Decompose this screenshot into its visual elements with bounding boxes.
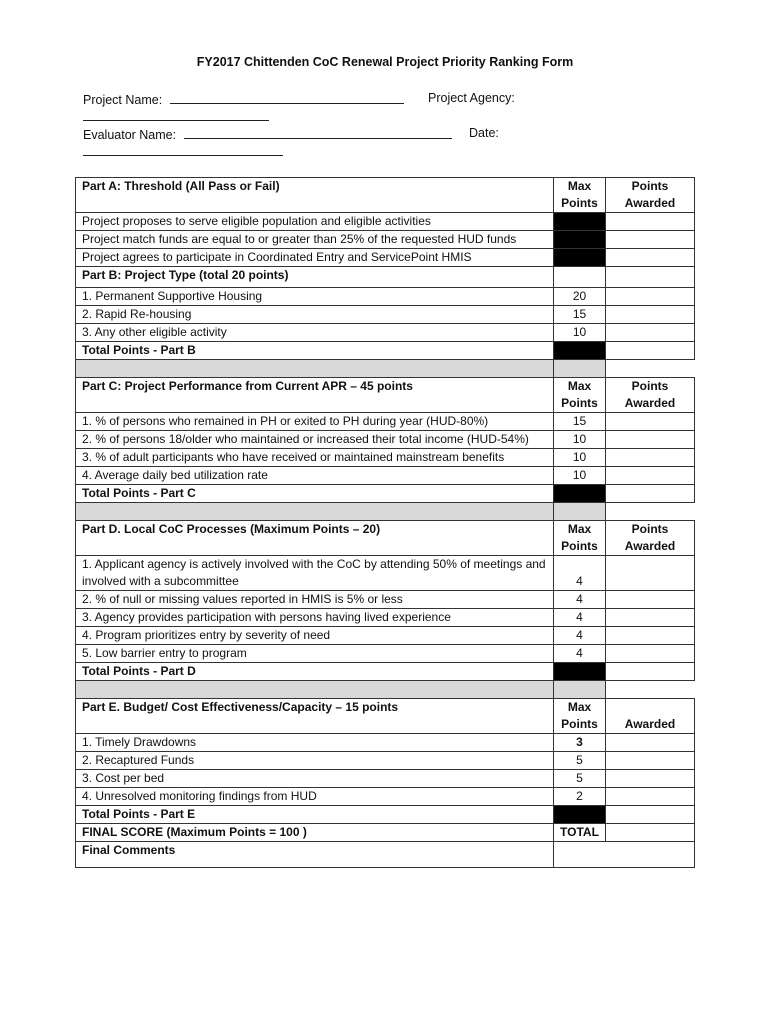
blacked-cell [554, 485, 606, 503]
points-awarded-cell[interactable] [606, 752, 695, 770]
table-row [76, 231, 695, 249]
project-name-row [83, 91, 404, 107]
part-b-total-label: Total Points - Part B [76, 342, 554, 360]
part-c-item: 4. Average daily bed utilization rate [76, 467, 554, 485]
table-row [76, 431, 695, 449]
separator-cell [76, 360, 554, 378]
table-row [76, 556, 695, 591]
max-points: 10 [554, 324, 606, 342]
points-awarded-cell[interactable] [606, 288, 695, 306]
project-agency-field[interactable] [83, 108, 269, 121]
separator-cell [554, 503, 606, 521]
points-awarded-cell[interactable] [606, 231, 695, 249]
points-awarded-cell[interactable] [606, 645, 695, 663]
part-a-item: Project agrees to participate in Coordinated Entry and ServicePoint HMIS [76, 249, 554, 267]
max-points: 2 [554, 788, 606, 806]
separator-cell [76, 503, 554, 521]
max-points: 15 [554, 306, 606, 324]
points-awarded-cell[interactable] [606, 806, 695, 824]
separator-cell [554, 360, 606, 378]
table-row [76, 591, 695, 609]
part-a-header-row [76, 178, 695, 213]
table-row [76, 770, 695, 788]
part-c-header-row [76, 378, 695, 413]
max-points: 15 [554, 413, 606, 431]
project-name-field[interactable] [170, 91, 404, 104]
evaluator-name-row [83, 126, 452, 142]
max-points: 4 [554, 556, 606, 591]
part-d-header: Part D. Local CoC Processes (Maximum Points – 20) [76, 521, 554, 556]
max-points: 4 [554, 627, 606, 645]
empty-cell [554, 267, 606, 288]
part-e-points-header: Awarded [606, 699, 695, 734]
part-d-item: 3. Agency provides participation with persons having lived experience [76, 609, 554, 627]
table-row [76, 734, 695, 752]
separator-cell [606, 360, 695, 378]
table-row [76, 788, 695, 806]
part-d-total-row [76, 663, 695, 681]
total-label: TOTAL [554, 824, 606, 842]
table-row [76, 288, 695, 306]
part-e-total-label: Total Points - Part E [76, 806, 554, 824]
points-awarded-cell[interactable] [606, 431, 695, 449]
points-awarded-cell[interactable] [606, 627, 695, 645]
max-points: 4 [554, 609, 606, 627]
part-e-item: 1. Timely Drawdowns [76, 734, 554, 752]
part-c-item: 2. % of persons 18/older who maintained or increased their total income (HUD-54%) [76, 431, 554, 449]
blacked-cell [554, 249, 606, 267]
part-d-item: 2. % of null or missing values reported in HMIS is 5% or less [76, 591, 554, 609]
separator-row [76, 360, 695, 378]
part-a-max-header: Max Points [554, 178, 606, 213]
points-awarded-cell[interactable] [606, 485, 695, 503]
points-awarded-cell[interactable] [606, 267, 695, 288]
points-awarded-cell[interactable] [606, 734, 695, 752]
max-points: 10 [554, 431, 606, 449]
points-awarded-cell[interactable] [606, 556, 695, 591]
table-row [76, 752, 695, 770]
table-row [76, 467, 695, 485]
part-b-item: 2. Rapid Re-housing [76, 306, 554, 324]
part-c-total-row [76, 485, 695, 503]
separator-row [76, 503, 695, 521]
part-c-header: Part C: Project Performance from Current APR – 45 points [76, 378, 554, 413]
part-c-item: 1. % of persons who remained in PH or exited to PH during year (HUD-80%) [76, 413, 554, 431]
part-d-header-row [76, 521, 695, 556]
part-c-max-header: Max Points [554, 378, 606, 413]
project-agency-label: Project Agency: [428, 91, 515, 105]
part-b-item: 1. Permanent Supportive Housing [76, 288, 554, 306]
part-b-header-row [76, 267, 695, 288]
part-d-max-header: Max Points [554, 521, 606, 556]
part-a-item: Project proposes to serve eligible population and eligible activities [76, 213, 554, 231]
table-row [76, 213, 695, 231]
part-d-item: 1. Applicant agency is actively involved with the CoC by attending 50% of meetings and involved with a subcommittee [76, 556, 554, 591]
ranking-form-table [75, 177, 694, 868]
project-name-label: Project Name: [83, 93, 163, 107]
part-e-item: 3. Cost per bed [76, 770, 554, 788]
separator-cell [606, 681, 695, 699]
date-field-row [83, 143, 283, 159]
table-row [76, 449, 695, 467]
part-c-total-label: Total Points - Part C [76, 485, 554, 503]
part-e-header: Part E. Budget/ Cost Effectiveness/Capacity – 15 points [76, 699, 554, 734]
blacked-cell [554, 806, 606, 824]
part-e-header-row [76, 699, 695, 734]
table-row [76, 324, 695, 342]
project-agency-field-row [83, 108, 269, 124]
part-e-total-row [76, 806, 695, 824]
points-awarded-cell[interactable] [606, 467, 695, 485]
blacked-cell [554, 213, 606, 231]
points-awarded-cell[interactable] [606, 449, 695, 467]
points-awarded-cell[interactable] [606, 609, 695, 627]
part-e-item: 4. Unresolved monitoring findings from HUD [76, 788, 554, 806]
max-points: 5 [554, 752, 606, 770]
max-points: 4 [554, 591, 606, 609]
table-row [76, 413, 695, 431]
blacked-cell [554, 342, 606, 360]
points-awarded-cell[interactable] [606, 591, 695, 609]
part-b-total-row [76, 342, 695, 360]
part-b-item: 3. Any other eligible activity [76, 324, 554, 342]
points-awarded-cell[interactable] [606, 770, 695, 788]
date-field[interactable] [83, 143, 283, 156]
part-a-points-header: Points Awarded [606, 178, 695, 213]
final-comments-field[interactable] [554, 842, 695, 868]
part-d-points-header: Points Awarded [606, 521, 695, 556]
part-d-item: 5. Low barrier entry to program [76, 645, 554, 663]
part-a-header: Part A: Threshold (All Pass or Fail) [76, 178, 554, 213]
table-row [76, 249, 695, 267]
part-d-total-label: Total Points - Part D [76, 663, 554, 681]
separator-cell [606, 503, 695, 521]
points-awarded-cell[interactable] [606, 663, 695, 681]
part-a-item: Project match funds are equal to or greater than 25% of the requested HUD funds [76, 231, 554, 249]
blacked-cell [554, 231, 606, 249]
evaluator-name-field[interactable] [184, 126, 452, 139]
separator-row [76, 681, 695, 699]
part-e-max-header: Max Points [554, 699, 606, 734]
part-c-item: 3. % of adult participants who have received or maintained mainstream benefits [76, 449, 554, 467]
max-points: 5 [554, 770, 606, 788]
part-d-item: 4. Program prioritizes entry by severity of need [76, 627, 554, 645]
points-awarded-cell[interactable] [606, 213, 695, 231]
blacked-cell [554, 663, 606, 681]
final-score-label: FINAL SCORE (Maximum Points = 100 ) [76, 824, 554, 842]
max-points: 10 [554, 467, 606, 485]
separator-cell [554, 681, 606, 699]
table-row [76, 306, 695, 324]
max-points: 4 [554, 645, 606, 663]
part-b-header: Part B: Project Type (total 20 points) [76, 267, 554, 288]
part-e-item: 2. Recaptured Funds [76, 752, 554, 770]
max-points: 10 [554, 449, 606, 467]
separator-cell [76, 681, 554, 699]
final-comments-row [76, 842, 695, 868]
date-label: Date: [469, 126, 499, 140]
points-awarded-cell[interactable] [606, 342, 695, 360]
evaluator-name-label: Evaluator Name: [83, 128, 177, 142]
form-title: FY2017 Chittenden CoC Renewal Project Priority Ranking Form [196, 55, 574, 69]
table-row [76, 627, 695, 645]
points-awarded-cell[interactable] [606, 413, 695, 431]
points-awarded-cell[interactable] [606, 324, 695, 342]
points-awarded-cell[interactable] [606, 249, 695, 267]
part-c-points-header: Points Awarded [606, 378, 695, 413]
final-score-cell[interactable] [606, 824, 695, 842]
max-points: 3 [554, 734, 606, 752]
table-row [76, 645, 695, 663]
final-comments-label: Final Comments [76, 842, 554, 868]
points-awarded-cell[interactable] [606, 788, 695, 806]
points-awarded-cell[interactable] [606, 306, 695, 324]
max-points: 20 [554, 288, 606, 306]
final-score-row [76, 824, 695, 842]
table-row [76, 609, 695, 627]
